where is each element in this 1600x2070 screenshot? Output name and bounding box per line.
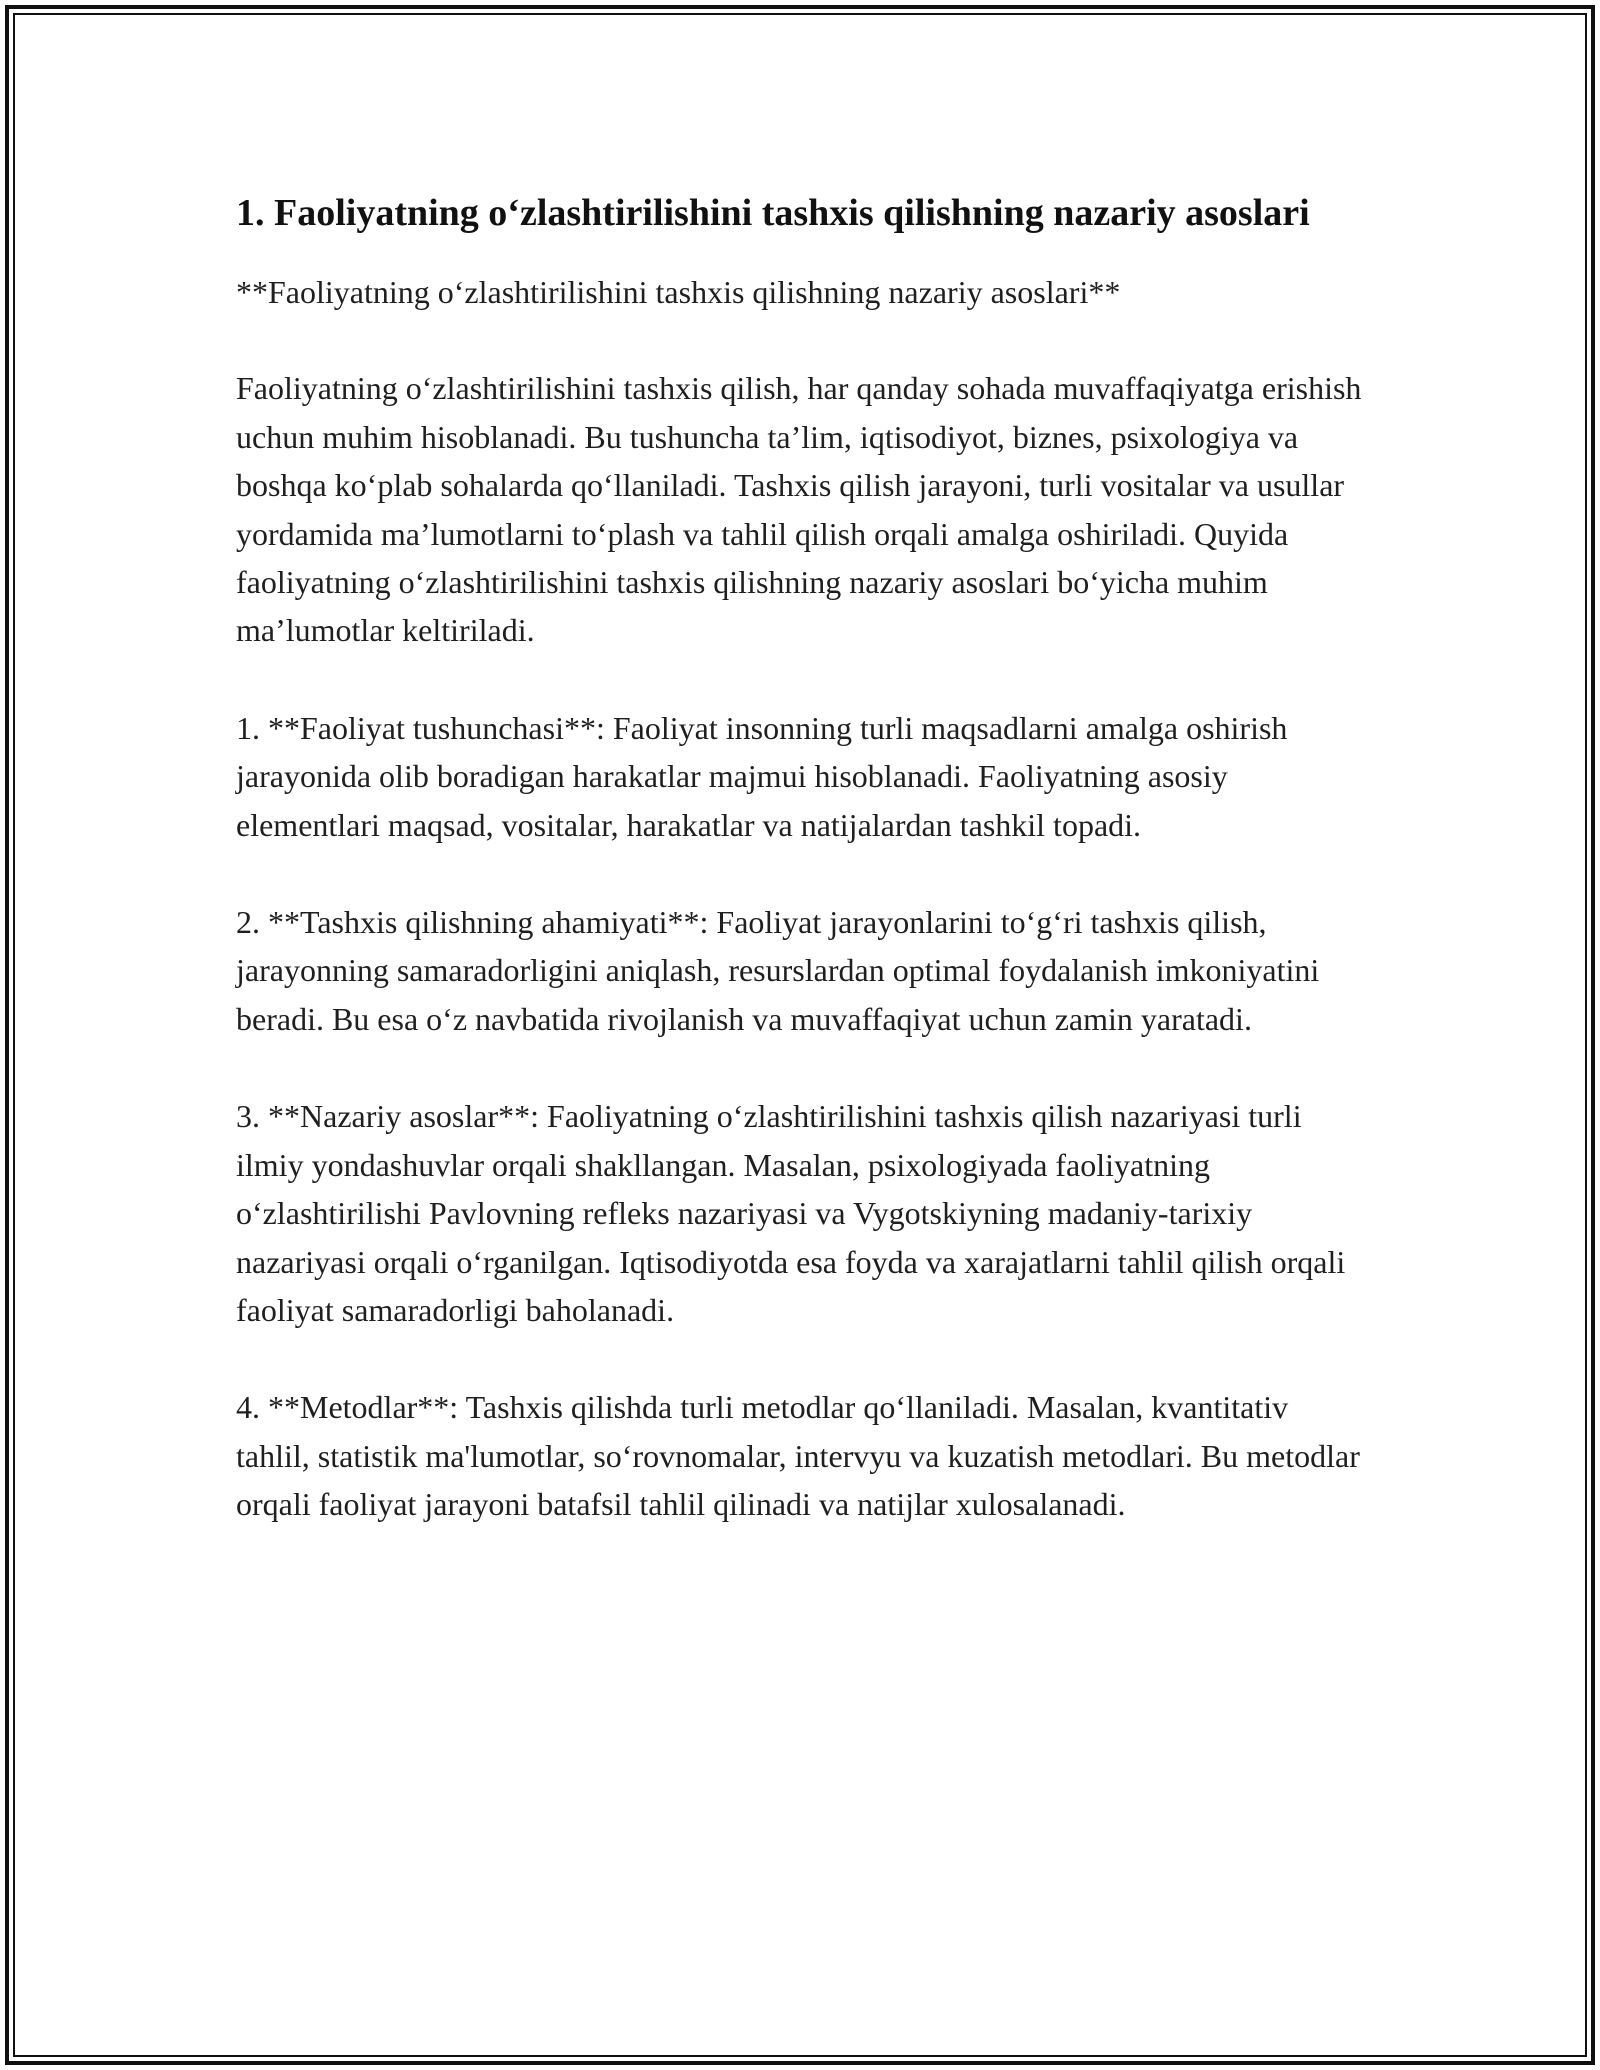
document-body [236, 186, 1366, 1578]
section-subtitle: **Faoliyatning o‘zlashtirilishini tashxis qilishning nazariy asoslari** [236, 274, 1121, 310]
intro-paragraph: Faoliyatning o‘zlashtirilishini tashxis qilish, har qanday sohada muvaffaqiyatga erishish uchun muhim hisoblanadi. Bu tushuncha ta’lim, iqtisodiyot, biznes, psixologiya va boshqa ko‘plab sohalarda qo‘llaniladi. Tashxis qilish jarayoni, turli vositalar va usullar yordamida ma’lumotlarni to‘plash va tahlil qilish orqali amalga oshiriladi. Quyida faoliyatning o‘zlashtirilishini tashxis qilishning nazariy asoslari bo‘yicha muhim ma’lumotlar keltiriladi. [236, 370, 1362, 649]
paragraph-faoliyat-tushunchasi: 1. **Faoliyat tushunchasi**: Faoliyat insonning turli maqsadlarni amalga oshirish jarayonida olib boradigan harakatlar majmui hisoblanadi. Faoliyatning asosiy elementlari maqsad, vositalar, harakatlar va natijalardan tashkil topadi. [236, 709, 1288, 843]
paragraph-nazariy-asoslar: 3. **Nazariy asoslar**: Faoliyatning o‘zlashtirilishini tashxis qilish nazariyasi turli ilmiy yondashuvlar orqali shakllangan. Masalan, psixologiyada faoliyatning o‘zlashtirilishi Pavlovning refleks nazariyasi va Vygotskiyning madaniy-tarixiy nazariyasi orqali o‘rganilgan. Iqtisodiyotda esa foyda va xarajatlarni tahlil qilish orqali faoliyat samaradorligi baholanadi. [236, 1098, 1346, 1328]
paragraph-metodlar: 4. **Metodlar**: Tashxis qilishda turli metodlar qo‘llaniladi. Masalan, kvantitativ tahlil, statistik ma'lumotlar, so‘rovnomalar, intervyu va kuzatish metodlari. Bu metodlar orqali faoliyat jarayoni batafsil tahlil qilinadi va natijlar xulosalanadi. [236, 1389, 1360, 1523]
page-title: 1. Faoliyatning o‘zlashtirilishini tashxis qilishning nazariy asoslari [236, 192, 1310, 234]
paragraph-tashxis-ahamiyati: 2. **Tashxis qilishning ahamiyati**: Faoliyat jarayonlarini to‘g‘ri tashxis qilish, jarayonning samaradorligini aniqlash, resurslardan optimal foydalanish imkoniyatini beradi. Bu esa o‘z navbatida rivojlanish va muvaffaqiyat uchun zamin yaratadi. [236, 904, 1320, 1037]
